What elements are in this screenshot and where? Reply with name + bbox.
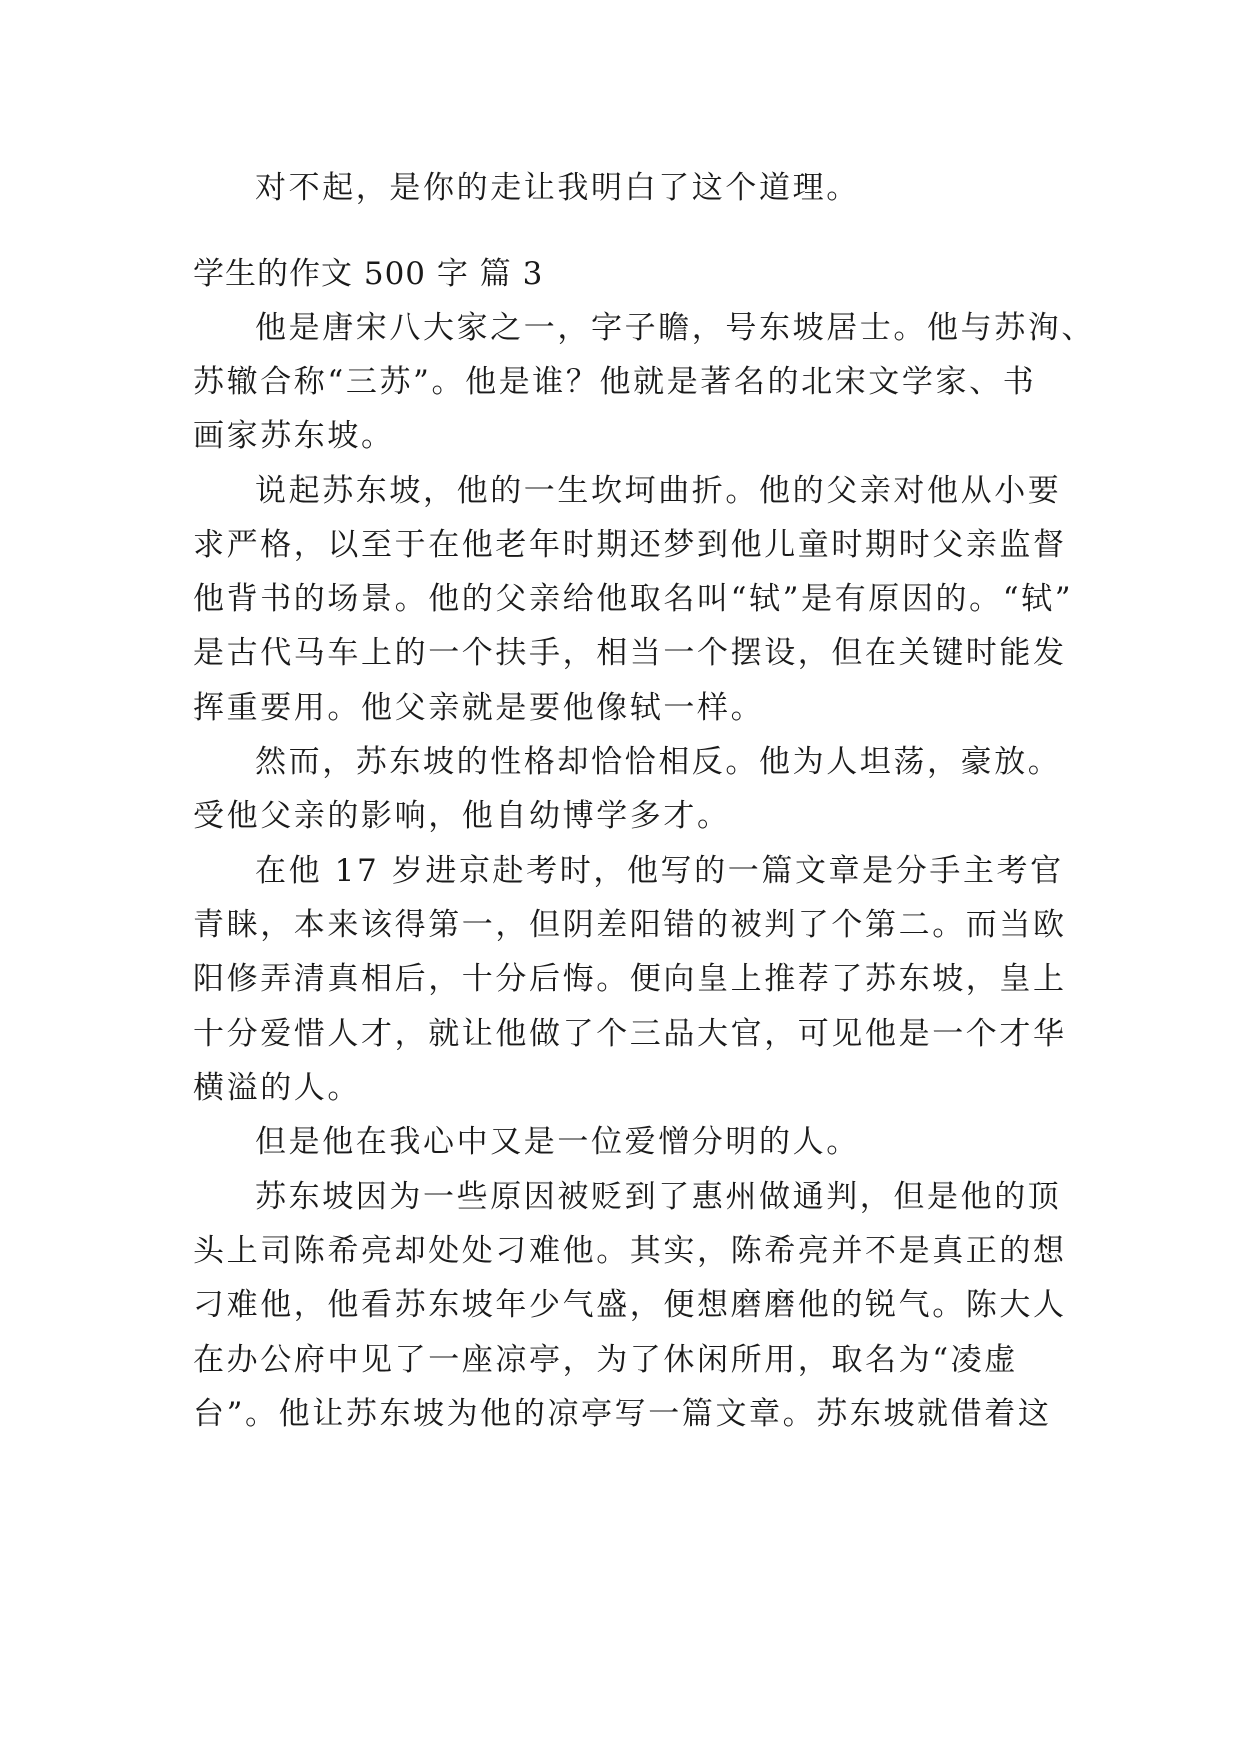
paragraph-line: 画家苏东坡。 [193,418,395,454]
paragraph-line: 但是他在我心中又是一位爱憎分明的人。 [255,1124,860,1160]
paragraph-line: 台”。他让苏东坡为他的凉亭写一篇文章。苏东坡就借着这 [193,1396,1052,1432]
paragraph-line: 十分爱惜人才，就让他做了个三品大官，可见他是一个才华 [193,1016,1067,1052]
paragraph-line: 头上司陈希亮却处处刁难他。其实，陈希亮并不是真正的想 [193,1233,1067,1269]
section-title: 学生的作文 500 字 篇 3 [193,256,544,292]
paragraph-line: 他是唐宋八大家之一，字子瞻，号东坡居士。他与苏洵、 [255,310,1095,346]
paragraph-line: 在办公府中见了一座凉亭，为了休闲所用，取名为“凌虚 [193,1342,1018,1378]
paragraph-line: 青睐，本来该得第一，但阴差阳错的被判了个第二。而当欧 [193,907,1067,943]
paragraph-line: 阳修弄清真相后，十分后悔。便向皇上推荐了苏东坡，皇上 [193,961,1067,997]
paragraph-line: 说起苏东坡，他的一生坎坷曲折。他的父亲对他从小要 [255,473,1062,509]
paragraph-line: 挥重要用。他父亲就是要他像轼一样。 [193,690,765,726]
paragraph-line: 然而，苏东坡的性格却恰恰相反。他为人坦荡，豪放。 [255,744,1062,780]
paragraph-line: 刁难他，他看苏东坡年少气盛，便想磨磨他的锐气。陈大人 [193,1287,1067,1323]
paragraph-line: 是古代马车上的一个扶手，相当一个摆设，但在关键时能发 [193,635,1067,671]
paragraph-line: 苏东坡因为一些原因被贬到了惠州做通判，但是他的顶 [255,1179,1062,1215]
paragraph-line: 受他父亲的影响，他自幼博学多才。 [193,798,731,834]
paragraph-line: 横溢的人。 [193,1070,361,1106]
paragraph-line: 求严格，以至于在他老年时期还梦到他儿童时期时父亲监督 [193,527,1067,563]
intro-line: 对不起，是你的走让我明白了这个道理。 [255,170,860,206]
paragraph-line: 苏辙合称“三苏”。他是谁？他就是著名的北宋文学家、书 [193,364,1037,400]
paragraph-line: 他背书的场景。他的父亲给他取名叫“轼”是有原因的。“轼” [193,581,1074,617]
paragraph-line: 在他 17 岁进京赴考时，他写的一篇文章是分手主考官 [255,853,1064,889]
